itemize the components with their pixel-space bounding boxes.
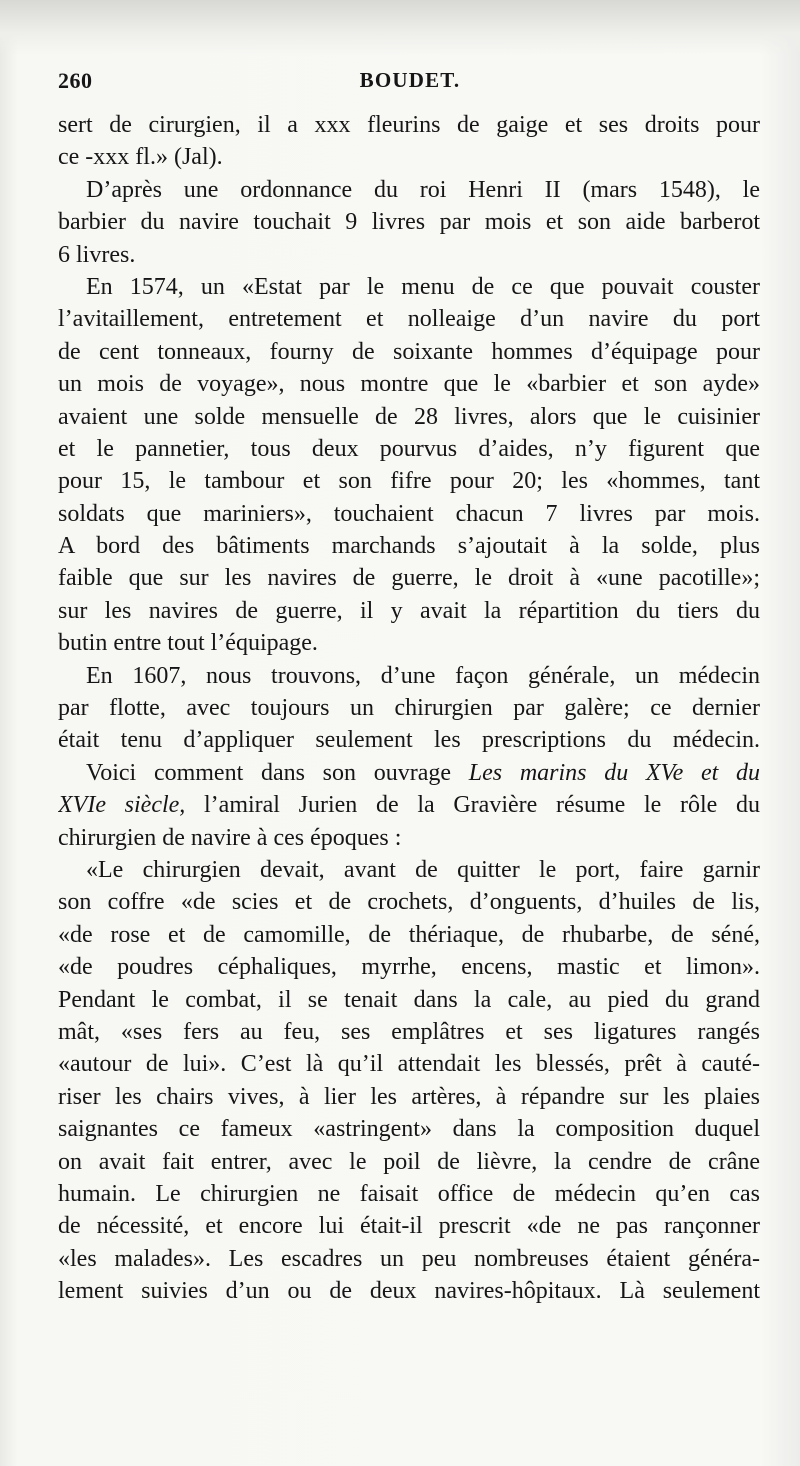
text-line: chirurgien de navire à ces époques :: [58, 824, 402, 851]
text-line: son coffre «de scies et de crochets, d’onguents, d’huiles de lis,: [58, 889, 760, 916]
text-line: butin entre tout l’équipage.: [58, 630, 318, 657]
text-line: de cent tonneaux, fourny de soixante hommes d’équipage pour: [58, 338, 760, 365]
text-line: soldats que mariniers», touchaient chacun 7 livres par mois.: [58, 500, 760, 527]
text-line: «de rose et de camomille, de thériaque, de rhubarbe, de séné,: [58, 921, 760, 948]
text-line: pour 15, le tambour et son fifre pour 20; les «hommes, tant: [58, 468, 760, 495]
text-line: lement suivies d’un ou de deux navires-hôpitaux. Là seulement: [58, 1278, 760, 1305]
page-number: 260: [58, 68, 93, 93]
text-line: saignantes ce fameux «astringent» dans la composition duquel: [58, 1116, 760, 1143]
text-line: faible que sur les navires de guerre, le droit à «une pacotille»;: [58, 565, 760, 592]
text-line: était tenu d’appliquer seulement les prescriptions du médecin.: [58, 727, 760, 754]
text-line: l’avitaillement, entretement et nolleaige d’un navire du port: [58, 306, 760, 333]
text-line: En 1607, nous trouvons, d’une façon générale, un médecin: [86, 662, 760, 689]
text-line: on avait fait entrer, avec le poil de lièvre, la cendre de crâne: [58, 1148, 760, 1175]
text-line: mât, «ses fers au feu, ses emplâtres et ses ligatures rangés: [58, 1018, 760, 1045]
text-line: un mois de voyage», nous montre que le «barbier et son ayde»: [58, 371, 760, 398]
text-line: de nécessité, et encore lui était-il prescrit «de ne pas rançonner: [58, 1213, 760, 1240]
text-segment: Voici comment dans son ouvrage: [86, 759, 452, 786]
text-line: sur les navires de guerre, il y avait la répartition du tiers du: [58, 597, 760, 624]
text-line: «les malades». Les escadres un peu nombreuses étaient généra-: [58, 1245, 760, 1272]
text-line: barbier du navire touchait 9 livres par mois et son aide barberot: [58, 209, 760, 236]
text-segment: l’amiral Jurien de la Gravière résume le rôle du: [204, 792, 760, 819]
text-line: D’après une ordonnance du roi Henri II (mars 1548), le: [86, 176, 760, 203]
text-line: Pendant le combat, il se tenait dans la cale, au pied du grand: [58, 986, 760, 1013]
scan-shadow: [0, 0, 800, 55]
body-text: [58, 109, 760, 1307]
text-line: «Le chirurgien devait, avant de quitter le port, faire garnir: [86, 856, 760, 883]
text-line: «de poudres céphaliques, myrrhe, encens, mastic et limon».: [58, 954, 760, 981]
text-line: «autour de lui». C’est là qu’il attendait les blessés, prêt à cauté-: [58, 1051, 760, 1078]
text-line: 6 livres.: [58, 241, 136, 268]
text-line: par flotte, avec toujours un chirurgien par galère; ce dernier: [58, 695, 760, 722]
running-head: BOUDET.: [359, 68, 461, 92]
text-line: ce -xxx fl.» (Jal).: [58, 144, 223, 171]
text-line: riser les chairs vives, à lier les artères, à répandre sur les plaies: [58, 1083, 760, 1110]
text-line: A bord des bâtiments marchands s’ajoutait à la solde, plus: [58, 533, 760, 560]
book-title-continued: XVIe siècle,: [58, 792, 186, 819]
text-line-with-title: [58, 757, 760, 789]
text-line: humain. Le chirurgien ne faisait office de médecin qu’en cas: [58, 1180, 760, 1207]
text-line: avaient une solde mensuelle de 28 livres, alors que le cuisinier: [58, 403, 760, 430]
page-header: [58, 68, 762, 104]
book-title: Les marins du XVe et du: [468, 759, 760, 786]
text-line: sert de cirurgien, il a xxx fleurins de gaige et ses droits pour: [58, 112, 760, 138]
text-line-with-title: [58, 789, 760, 821]
text-line: et le pannetier, tous deux pourvus d’aides, n’y figurent que: [58, 435, 760, 462]
text-line: En 1574, un «Estat par le menu de ce que pouvait couster: [86, 273, 760, 300]
